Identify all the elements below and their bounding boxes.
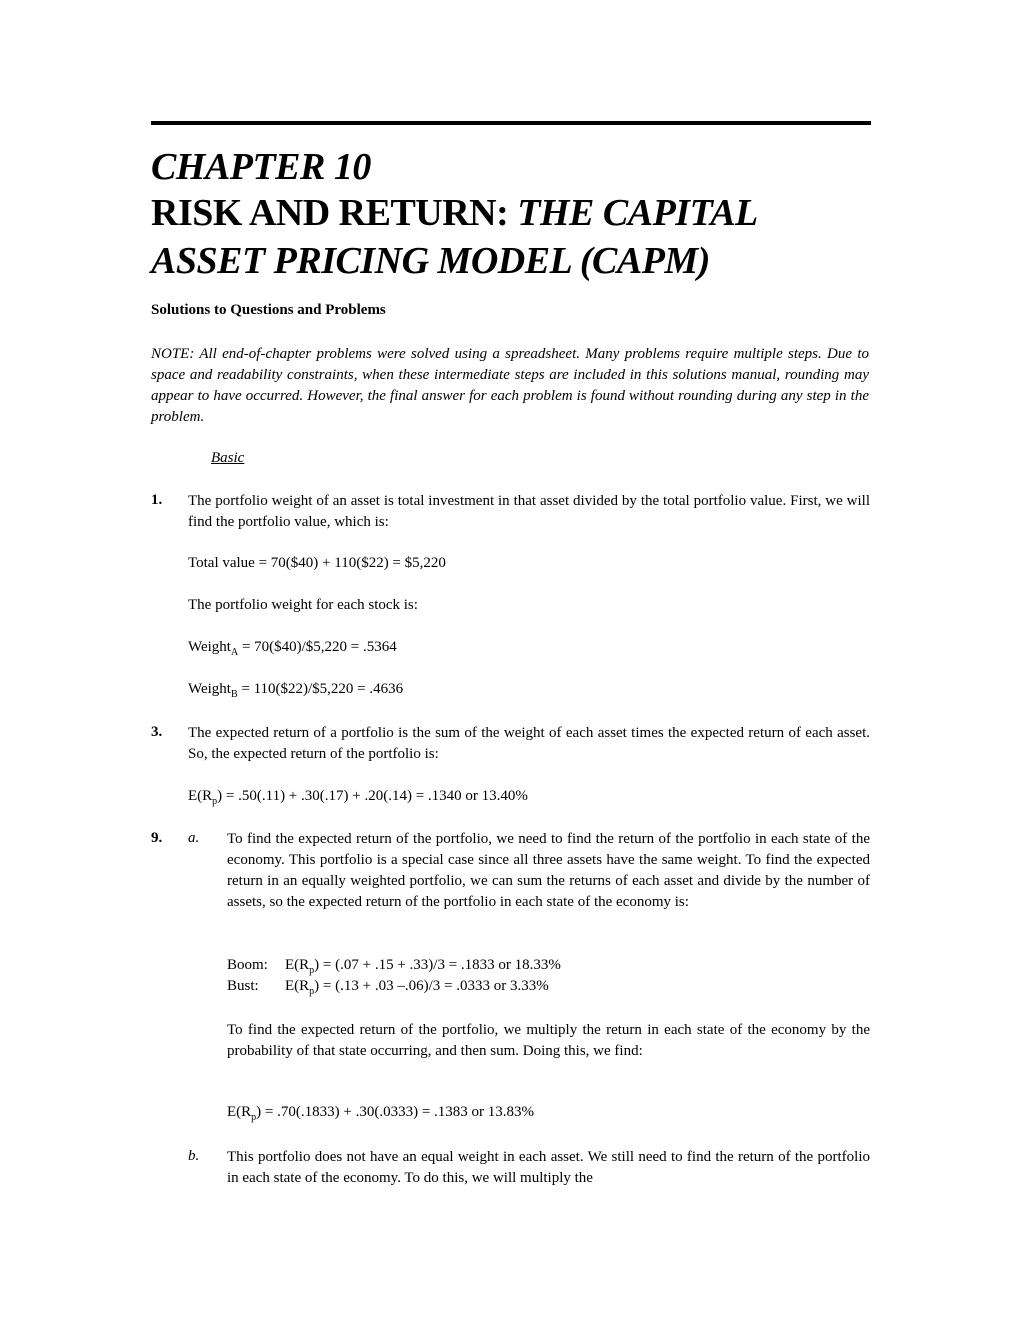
basic-heading: Basic [211,450,245,466]
chapter-top-rule [151,121,871,125]
note-paragraph: NOTE: All end-of-chapter problems were solved using a spreadsheet. Many problems require multiple steps. Due to space and readability constraints, when these intermediate steps are included in this solutions manual, rounding may appear to have occurred. However, the final answer for each problem is found without rounding during any step in the problem. [151,346,869,425]
chapter-title-line-2: ASSET PRICING MODEL (CAPM) [151,240,710,282]
question-9-bust-line: Bust: $E(R_p) = (.13 + .03$ –.06)/3 = .0333 or 3.33% [227,978,549,997]
question-9-part-a-letter: a. [188,830,200,846]
question-1-weight-intro: The portfolio weight for each stock is: [188,597,418,613]
question-3-equation: $E(R_p) = .50(.11) + .30(.17) + .20(.14) = .1340$ or 13.40% [188,788,528,807]
chapter-number: CHAPTER 10 [151,146,371,188]
question-9-part-a-text: To find the expected return of the portfolio, we need to find the return of the portfolio in each state of the economy. This portfolio is a special case since all three assets have the same weight. To find the expected return in an equally weighted portfolio, we can sum the returns of each asset and divide by the number of assets, so the expected return of the portfolio in each state of the economy is: [227,831,870,910]
question-9-part-a-text-2: To find the expected return of the portfolio, we multiply the return in each state of the economy by the probability of that state occurring, and then sum. Doing this, we find: [227,1022,870,1059]
question-9-part-b-text: This portfolio does not have an equal weight in each asset. We still need to find the return of the portfolio in each state of the economy. To do this, we will multiply the [227,1149,870,1186]
question-1-number: 1. [151,492,163,508]
question-9-boom-line: Boom: $E(R_p) = (.07 + .15 + .33)/3 = .1833$ or 18.33% [227,957,561,976]
question-9-expected-return: $E(R_p) = .70(.1833) + .30(.0333) = .1383$ or 13.83% [227,1104,535,1123]
section-heading: Solutions to Questions and Problems [151,302,386,318]
question-3-intro: The expected return of a portfolio is the sum of the weight of each asset times the expected return of each asset. So, the expected return of the portfolio is: [188,725,870,762]
question-1-weight-a: Weight$_A$ = 70($40)/$5,220 = .5364 [188,639,397,658]
question-3-number: 3. [151,724,163,740]
question-9-part-b-letter: b. [188,1148,200,1164]
question-1-total-value: Total value = 70($40) + 110($22) = $5,220 [188,555,446,571]
chapter-title-line-1: RISK AND RETURN: THE CAPITAL [151,192,758,234]
question-1-weight-b: Weight$_B$ = 110($22)/$5,220 = .4636 [188,681,404,700]
question-1-intro: The portfolio weight of an asset is total investment in that asset divided by the total portfolio value. First, we will find the portfolio value, which is: [188,493,870,530]
question-9-number: 9. [151,830,163,846]
